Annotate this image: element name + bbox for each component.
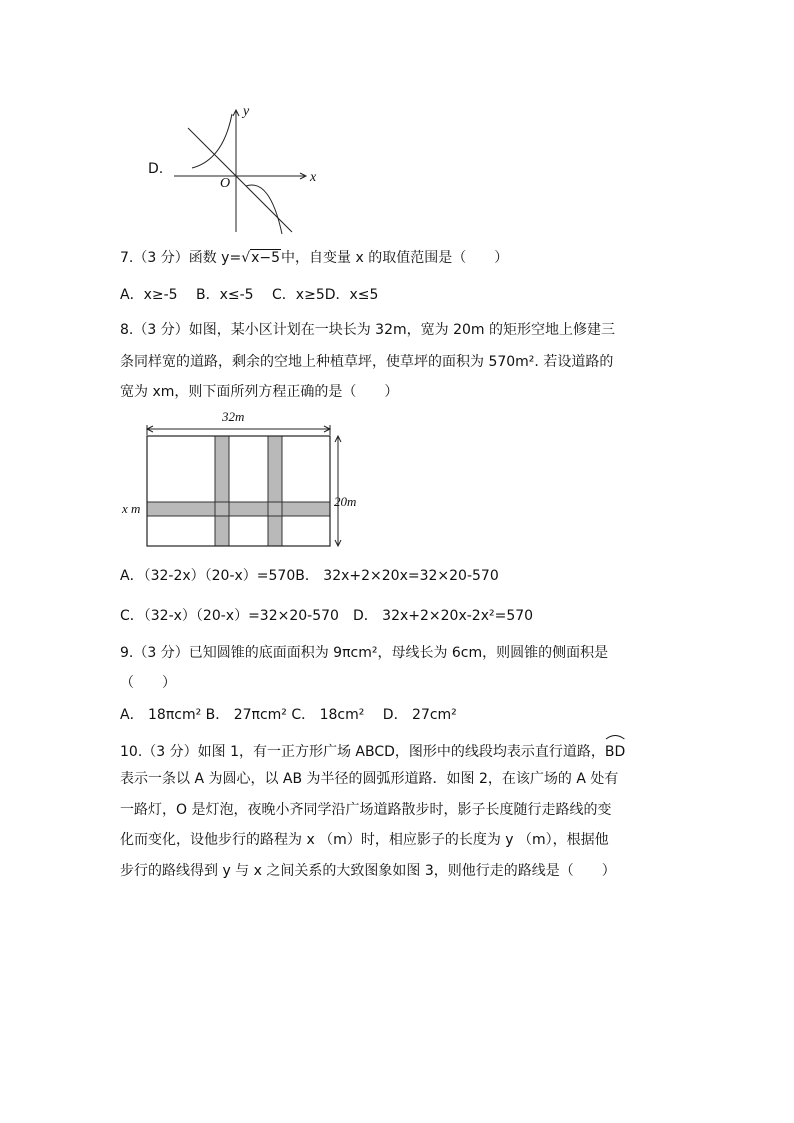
vertical-road-2 [268, 436, 282, 546]
q8-line-2: 条同样宽的道路，剩余的空地上种植草坪，使草坪的面积为 570m². 若设道路的 [120, 354, 614, 370]
q7-stem-suffix: 中，自变量 x 的取值范围是（ ） [281, 250, 509, 266]
hyperbola-branch-right [246, 185, 282, 234]
q8-options-row-1 [120, 566, 499, 586]
option-d-graph [140, 100, 340, 240]
length-label: 32m [222, 409, 245, 424]
plot-rectangle [147, 436, 330, 546]
q10-line-2: 表示一条以 A 为圆心，以 AB 为半径的圆弧形道路．如图 2，在该广场的 A 处有 [120, 771, 619, 787]
vertical-road-1 [215, 436, 229, 546]
q7-radicand: x−5 [251, 250, 281, 266]
y-axis-label: y [243, 104, 250, 119]
q9-line-2: （ ） [120, 675, 176, 691]
x-axis-label: x [310, 170, 317, 185]
arc-bd [605, 738, 625, 762]
q8-line-1: 8.（3 分）如图，某小区计划在一块长为 32m，宽为 20m 的矩形空地上修建三 [120, 322, 615, 338]
road-width-label: x m [122, 501, 141, 516]
q9-options: A． 18πcm² B． 27πcm² C． 18cm² D． 27cm² [120, 707, 457, 723]
hyperbola-branch-left [192, 114, 232, 168]
linear-function-line [188, 128, 292, 232]
option-d-label: D. [148, 161, 164, 177]
q10-line-4: 化而变化，设他步行的路程为 x （m）时，相应影子的长度为 y （m），根据他 [120, 832, 609, 848]
width-label: 20m [334, 494, 357, 509]
q10-line-1-text: 10.（3 分）如图 1，有一正方形广场 ABCD，图形中的线段均表示直行道路， [120, 744, 605, 760]
q9-line-1: 9.（3 分）已知圆锥的底面面积为 9πcm²，母线长为 6cm，则圆锥的侧面积是 [120, 645, 609, 661]
q10-line-1 [120, 738, 625, 762]
origin-label: O [220, 176, 231, 191]
q8-option-b: B． 32x+2×20x=32×20-570 [295, 568, 499, 584]
horizontal-road [147, 502, 330, 516]
q10-line-3: 一路灯，O 是灯泡，夜晚小齐同学沿广场道路散步时，影子长度随行走路线的变 [120, 802, 612, 818]
arc-bd-label: BD [604, 744, 626, 760]
q7-stem [120, 248, 508, 268]
q8-option-d: D． 32x+2×20x-2x²=570 [352, 608, 534, 624]
q10-line-5: 步行的路线得到 y 与 x 之间关系的大致图象如图 3，则他行走的路线是（ ） [120, 863, 616, 879]
q8-figure [118, 405, 368, 555]
q7-stem-prefix: 7.（3 分）函数 y= [120, 250, 242, 266]
arc-icon [605, 734, 625, 740]
q8-option-a: A．（32-2x）（20-x）=570 [120, 568, 296, 584]
q8-option-c: C．（32-x）（20-x）=32×20-570 [120, 608, 339, 624]
q8-line-3: 宽为 xm，则下面所列方程正确的是（ ） [120, 384, 399, 400]
q8-figure-svg [118, 405, 368, 555]
q7-sqrt [241, 248, 281, 268]
sqrt-sign-icon: √ [241, 250, 251, 266]
q7-options: A．x≥-5 B．x≤-5 C．x≥5D．x≤5 [120, 287, 379, 303]
q8-options-row-2 [120, 606, 533, 626]
